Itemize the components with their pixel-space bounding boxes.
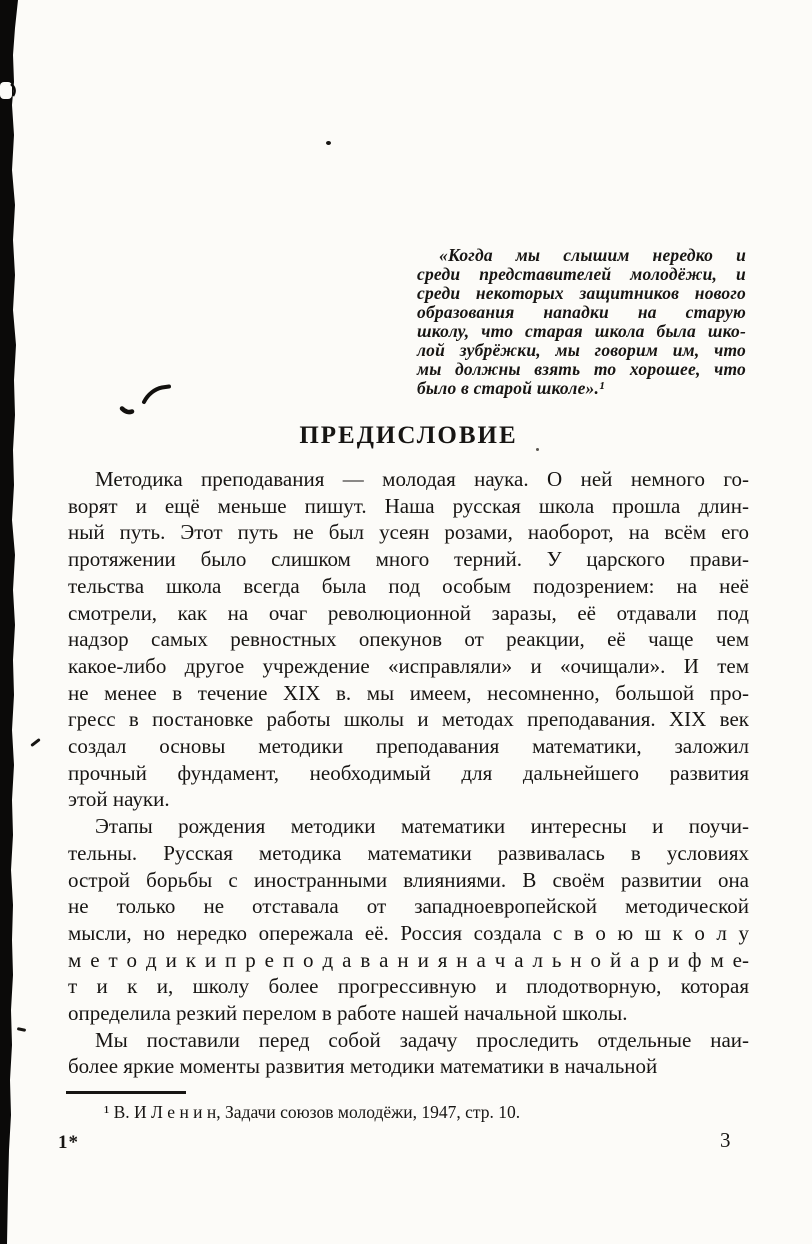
- body-line: прочный фундамент, необходимый для дальнейшего развития: [68, 760, 749, 785]
- body-line: не менее в течение XIX в. мы имеем, несомненно, большой про-: [68, 680, 749, 705]
- body-line: смотрели, как на очаг революционной заразы, её отдавали под: [68, 600, 749, 625]
- body-text: [68, 466, 749, 1080]
- epigraph-line: мы должны взять то хорошее, что: [417, 359, 746, 379]
- body-line: создал основы методики преподавания математики, заложил: [68, 734, 749, 759]
- epigraph-line: было в старой школе».¹: [417, 378, 605, 398]
- epigraph-line: образования нападки на старую: [417, 302, 746, 322]
- page-number: 3: [720, 1128, 731, 1152]
- paragraph-3: [68, 1027, 749, 1080]
- body-line: не только не отставала от западноевропейской методической: [68, 894, 749, 919]
- body-line: м е т о д и к и п р е п о д а в а н и я н а ч а л ь н о й а р и ф м е-: [68, 947, 749, 972]
- footnote: ¹ В. И Л е н и н, Задачи союзов молодёжи, 1947, стр. 10.: [104, 1102, 521, 1122]
- body-line: т и к и, школу более прогрессивную и плодотворную, которая: [68, 974, 749, 999]
- body-line: острой борьбы с иностранными влияниями. В своём развитии она: [68, 867, 749, 892]
- body-line: Этапы рождения методики математики интересны и поучи-: [95, 814, 749, 839]
- footnote-rule: [66, 1091, 186, 1094]
- paragraph-2: [68, 813, 749, 1027]
- body-line: Мы поставили перед собой задачу проследить отдельные наи-: [95, 1027, 749, 1052]
- body-line: мысли, но нередко опережала её. Россия создала с в о ю ш к о л у: [68, 920, 749, 945]
- body-line: Методика преподавания — молодая наука. О ней немного го-: [95, 467, 749, 491]
- epigraph-line: лой зубрёжки, мы говорим им, что: [417, 340, 746, 360]
- body-line: тельства школа всегда была под особым подозрением: на неё: [68, 573, 749, 598]
- epigraph-line: школу, что старая школа была шко-: [417, 321, 746, 341]
- body-line: надзор самых ревностных опекунов от реакции, её чаще чем: [68, 627, 749, 652]
- body-line: тельны. Русская методика математики развивалась в условиях: [68, 840, 749, 865]
- body-line: гресс в постановке работы школы и методах преподавания. XIX век: [68, 707, 749, 732]
- epigraph-line: среди представителей молодёжи, и: [417, 264, 746, 284]
- paragraph-1: [68, 466, 749, 813]
- page-title: ПРЕДИСЛОВИЕ: [299, 422, 518, 449]
- body-line: протяжении было слишком много терний. У царского прави-: [68, 547, 749, 572]
- body-line: более яркие моменты развития методики математики в начальной: [68, 1054, 658, 1079]
- epigraph-line: «Когда мы слышим нередко и: [439, 245, 746, 265]
- epigraph-line: среди некоторых защитников нового: [417, 283, 746, 303]
- body-line: какое-либо другое учреждение «исправляли» и «очищали». И тем: [68, 653, 749, 678]
- body-line: ворят и ещё меньше пишут. Наша русская школа прошла длин-: [68, 493, 749, 518]
- epigraph-quote: [417, 246, 746, 398]
- body-line: определила резкий перелом в работе нашей начальной школы.: [68, 1001, 628, 1026]
- body-line: этой науки.: [68, 787, 170, 812]
- signature-mark: 1*: [58, 1132, 79, 1153]
- body-line: ный путь. Этот путь не был усеян розами, наоборот, на всём его: [68, 520, 749, 545]
